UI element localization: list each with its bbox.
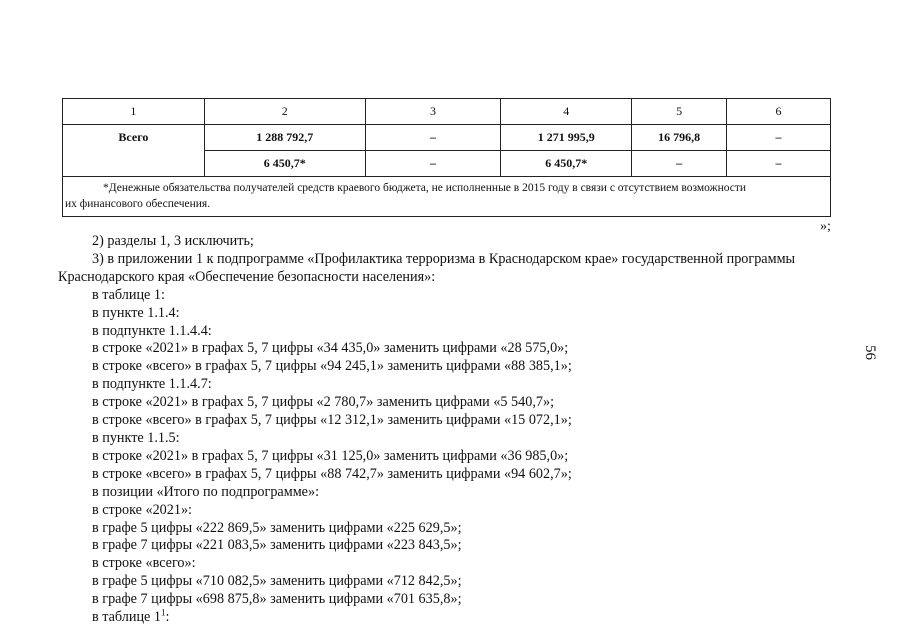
paragraph-tail: : <box>165 609 170 626</box>
table-footnote-row <box>63 177 831 217</box>
paragraph-line: в строке «2021»: <box>92 501 192 518</box>
paragraph-line: Краснодарского края «Обеспечение безопасности населения»: <box>58 268 436 285</box>
footnote-line: *Денежные обязательства получателей средств краевого бюджета, не исполненные в 2015 году в связи с отсутствием возможности <box>103 182 747 194</box>
table-cell: – <box>632 151 727 177</box>
paragraph-line: в графе 7 цифры «698 875,8» заменить цифрами «701 635,8»; <box>92 591 462 608</box>
paragraph-line: в строке «2021» в графах 5, 7 цифры «31 125,0» заменить цифрами «36 985,0»; <box>92 447 569 464</box>
paragraph-line: в пункте 1.1.4: <box>92 304 180 321</box>
paragraph-line: в строке «всего»: <box>92 555 196 572</box>
table-cell: 16 796,8 <box>632 125 727 151</box>
paragraph-line: в подпункте 1.1.4.7: <box>92 376 212 393</box>
table-cell: 6 450,7* <box>204 151 365 177</box>
paragraph-line: в графе 7 цифры «221 083,5» заменить цифрами «223 843,5»; <box>92 537 462 554</box>
table-header-cell: 2 <box>204 99 365 125</box>
table-cell: 6 450,7* <box>501 151 632 177</box>
superscript: 1 <box>160 607 166 618</box>
amendment-text <box>58 233 848 627</box>
paragraph-line: в таблице 1: <box>92 286 165 303</box>
paragraph-line: в строке «2021» в графах 5, 7 цифры «2 780,7» заменить цифрами «5 540,7»; <box>92 394 555 411</box>
table-cell: – <box>727 125 831 151</box>
table-cell: 1 288 792,7 <box>204 125 365 151</box>
paragraph-line: 2) разделы 1, 3 исключить; <box>92 233 254 249</box>
table-cell: – <box>727 151 831 177</box>
paragraph-line: в строке «2021» в графах 5, 7 цифры «34 435,0» заменить цифрами «28 575,0»; <box>92 340 569 357</box>
table-cell-total-label: Всего <box>63 125 205 177</box>
paragraph-line: в строке «всего» в графах 5, 7 цифры «88 742,7» заменить цифрами «94 602,7»; <box>92 465 572 482</box>
paragraph-line: в подпункте 1.1.4.4: <box>92 322 212 339</box>
table-header-cell: 4 <box>501 99 632 125</box>
table-header-cell: 6 <box>727 99 831 125</box>
paragraph-line: в позиции «Итого по подпрограмме»: <box>92 483 320 500</box>
paragraph-line-last <box>58 609 848 627</box>
table-header-cell: 5 <box>632 99 727 125</box>
footnote-line: их финансового обеспечения. <box>65 198 211 210</box>
paragraph-line: в графе 5 цифры «222 869,5» заменить цифрами «225 629,5»; <box>92 519 462 536</box>
paragraph-line: в пункте 1.1.5: <box>92 429 180 446</box>
table-row <box>63 125 831 151</box>
table-footnote <box>63 177 831 217</box>
page-number: 56 <box>862 345 878 360</box>
paragraph-line: в строке «всего» в графах 5, 7 цифры «94 245,1» заменить цифрами «88 385,1»; <box>92 358 572 375</box>
table-cell: 1 271 995,9 <box>501 125 632 151</box>
budget-table <box>62 98 831 217</box>
table-cell: – <box>365 151 501 177</box>
table-header-row <box>63 99 831 125</box>
paragraph-line: в графе 5 цифры «710 082,5» заменить цифрами «712 842,5»; <box>92 573 462 590</box>
paragraph-line: 3) в приложении 1 к подпрограмме «Профилактика терроризма в Краснодарском крае» государственной программы <box>92 250 796 267</box>
table-header-cell: 3 <box>365 99 501 125</box>
table-header-cell: 1 <box>63 99 205 125</box>
table-cell: – <box>365 125 501 151</box>
paragraph-line: в строке «всего» в графах 5, 7 цифры «12 312,1» заменить цифрами «15 072,1»; <box>92 412 572 429</box>
closing-quote-mark: »; <box>820 219 831 234</box>
paragraph-text: в таблице 1 <box>92 609 161 626</box>
